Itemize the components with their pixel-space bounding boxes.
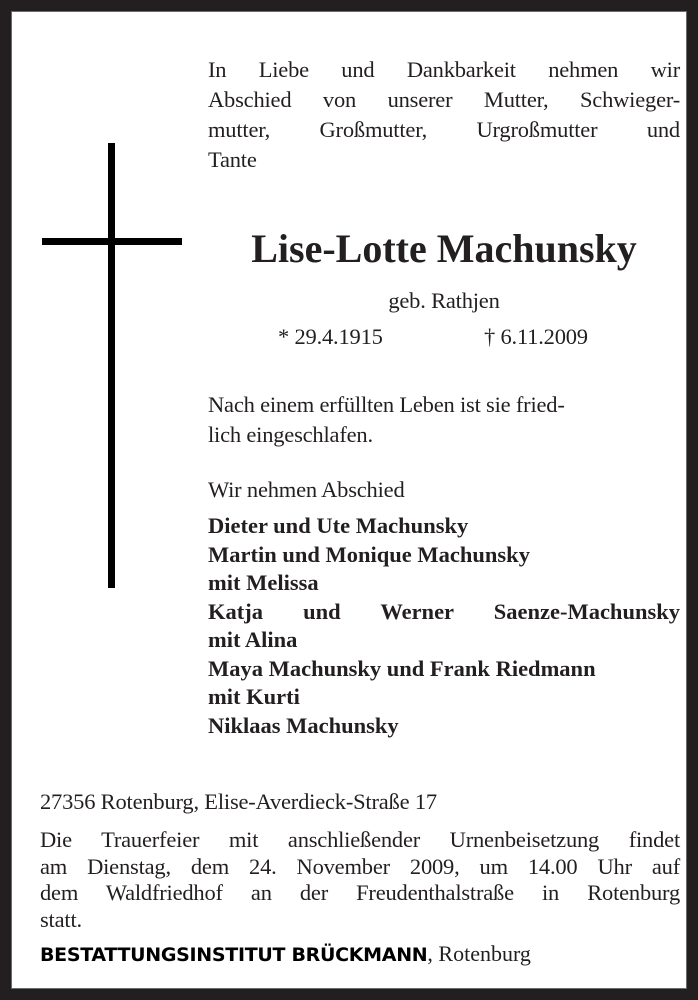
intro-line: Tante	[208, 147, 257, 172]
family-member: Martin und Monique Machunsky	[208, 541, 530, 567]
birth-date: * 29.4.1915	[278, 324, 383, 349]
farewell-heading: Wir nehmen Abschied	[208, 477, 405, 502]
family-list	[208, 512, 680, 740]
cross-icon-horizontal-bar	[42, 238, 182, 245]
funeral-home	[40, 940, 680, 969]
funeral-home-logo: BESTATTUNGSINSTITUT BRÜCKMANN	[40, 944, 428, 966]
peace-line: lich eingeschlafen.	[208, 422, 373, 447]
family-member: mit Melissa	[208, 570, 319, 595]
ceremony-line: statt.	[40, 906, 82, 932]
intro-text	[208, 55, 680, 175]
family-member: Niklaas Machunsky	[208, 712, 399, 738]
intro-line: Abschied von unserer Mutter, Schwieger-	[208, 87, 680, 112]
family-member: Maya Machunsky und Frank Riedmann	[208, 655, 596, 681]
intro-line: mutter, Großmutter, Urgroßmutter und	[208, 117, 680, 142]
ceremony-line: Die Trauerfeier mit anschließender Urnenbeisetzung findet	[40, 827, 680, 852]
obituary-notice	[12, 12, 686, 988]
funeral-home-city: , Rotenburg	[427, 941, 531, 966]
death-date: † 6.11.2009	[484, 324, 588, 349]
cross-icon-vertical-bar	[108, 143, 115, 588]
ceremony-line: dem Waldfriedhof an der Freudenthalstraße in Rotenburg	[40, 880, 680, 905]
ceremony-line: am Dienstag, dem 24. November 2009, um 14.00 Uhr auf	[40, 853, 680, 879]
peace-text	[208, 390, 680, 450]
family-member: mit Alina	[208, 627, 298, 652]
address: 27356 Rotenburg, Elise-Averdieck-Straße 17	[40, 789, 437, 814]
ceremony-text	[40, 827, 680, 933]
family-member: Katja und Werner Saenze-Machunsky	[208, 598, 680, 624]
peace-line: Nach einem erfüllten Leben ist sie fried-	[208, 392, 565, 417]
deceased-name: Lise-Lotte Machunsky	[251, 226, 637, 271]
maiden-name: geb. Rathjen	[388, 288, 500, 313]
family-member: mit Kurti	[208, 684, 300, 709]
family-member: Dieter und Ute Machunsky	[208, 513, 469, 538]
intro-line: In Liebe und Dankbarkeit nehmen wir	[208, 57, 680, 82]
